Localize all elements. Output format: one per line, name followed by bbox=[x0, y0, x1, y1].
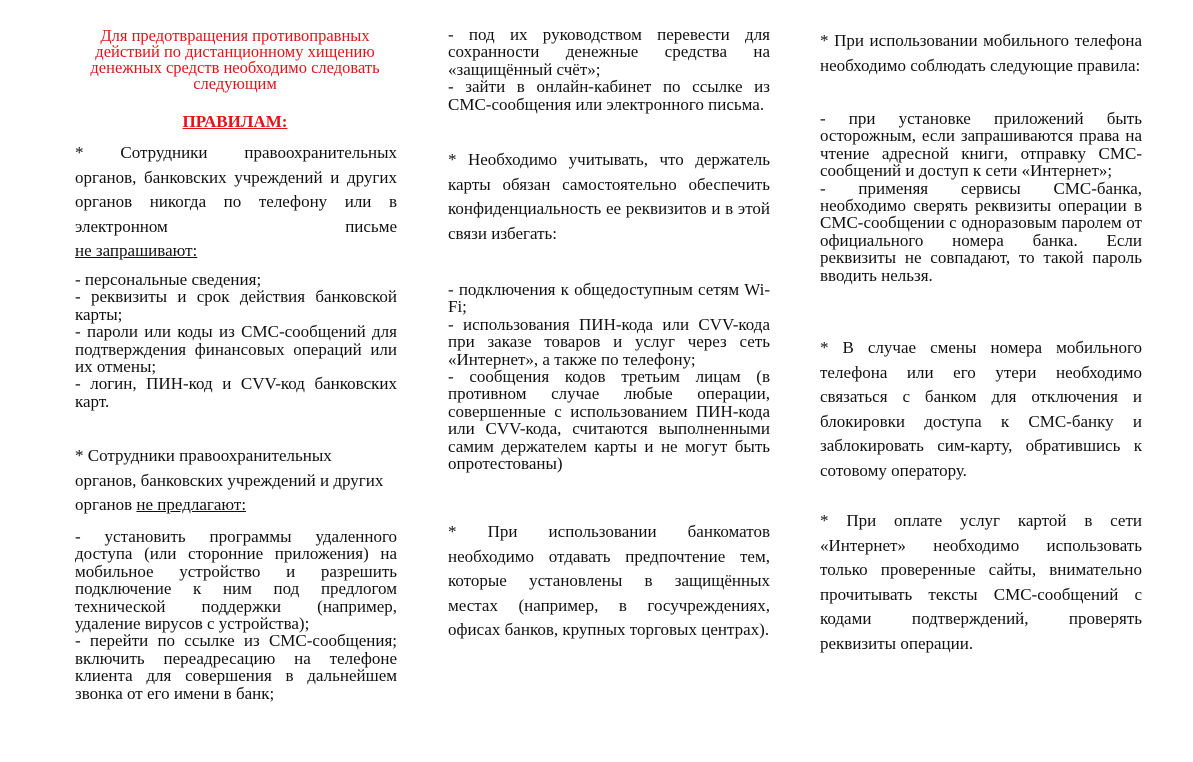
list-not-offer: - установить программы удаленного доступа (или сторонние приложения) на мобильное устройство и разрешить подключение к ним под предлогом технической поддержки (например, удаление вирусов с устройства); - перейти по ссылке из СМС-сообщения; включить переадресацию на телефоне клиента для совершения в дальнейшем звонка от его имени в банк; bbox=[75, 527, 397, 703]
paragraph-mobile: * При использовании мобильного телефона необходимо соблюдать следующие правила: bbox=[820, 31, 1142, 75]
paragraph-atm: * При использовании банкоматов необходимо отдавать предпочтение тем, которые установлены в защищённых местах (например, в госучреждениях, офисах банков, крупных торговых центрах). bbox=[448, 522, 770, 640]
paragraph-number-change: * В случае смены номера мобильного телефона или его утери необходимо связаться с банком для отключения и блокировки доступа к СМС-банку и заблокировать сим-карту, обратившись к сотовому оператору. bbox=[820, 338, 1142, 480]
list-top: - под их руководством перевести для сохранности денежные средства на «защищённый счёт»; - зайти в онлайн-кабинет по ссылке из СМС-сообщения или электронного письма. bbox=[448, 25, 770, 114]
paragraph-not-offer bbox=[75, 444, 397, 518]
not-request-underlined: не запрашивают: bbox=[75, 241, 198, 261]
paragraph-not-offer-text: * Сотрудники правоохранительных органов, банковских учреждений и других органов bbox=[75, 446, 384, 515]
not-offer-underlined: не предлагают: bbox=[136, 495, 247, 515]
list-not-request: - персональные сведения; - реквизиты и срок действия банковской карты; - пароли или коды из СМС-сообщений для подтверждения финансовых операций или их отмены; - логин, ПИН-код и CVV-код банковских карт. bbox=[75, 270, 397, 411]
paragraph-not-request bbox=[75, 141, 397, 264]
list-mobile-rules: - при установке приложений быть осторожным, если запрашиваются права на чтение адресной книги, отправку СМС-сообщений и доступ к сети «Интернет»; - применяя сервисы СМС-банка, необходимо сверять реквизиты операции в СМС-сообщении с одноразовым паролем от официального номера банка. Если реквизиты не совпадают, то такой пароль вводить нельзя. bbox=[820, 109, 1142, 285]
leaflet-title: Для предотвращения противоправных действий по дистанционному хищению денежных средств необходимо следовать следующим bbox=[90, 26, 380, 93]
paragraph-not-request-text: * Сотрудники правоохранительных органов, банковских учреждений и других органов никогда по телефону или в электронном письме bbox=[75, 143, 397, 236]
paragraph-cardholder: * Необходимо учитывать, что держатель карты обязан самостоятельно обеспечить конфиденциальность ее реквизитов и в этой связи избегать: bbox=[448, 150, 770, 243]
paragraph-online-payment: * При оплате услуг картой в сети «Интернет» необходимо использовать только проверенные сайты, внимательно прочитывать тексты СМС-сообщений с кодами подтверждений, проверять реквизиты операции. bbox=[820, 511, 1142, 653]
list-avoid: - подключения к общедоступным сетям Wi-Fi; - использования ПИН-кода или CVV-кода при заказе товаров и услуг через сеть «Интернет», а также по телефону; - сообщения кодов третьим лицам (в противном случае любые операции, совершенные с использованием ПИН-кода или CVV-кода, считаются выполненными самим держателем карты и не могут быть опротестованы) bbox=[448, 280, 770, 474]
leaflet-title-rules: ПРАВИЛАМ: bbox=[182, 112, 288, 131]
